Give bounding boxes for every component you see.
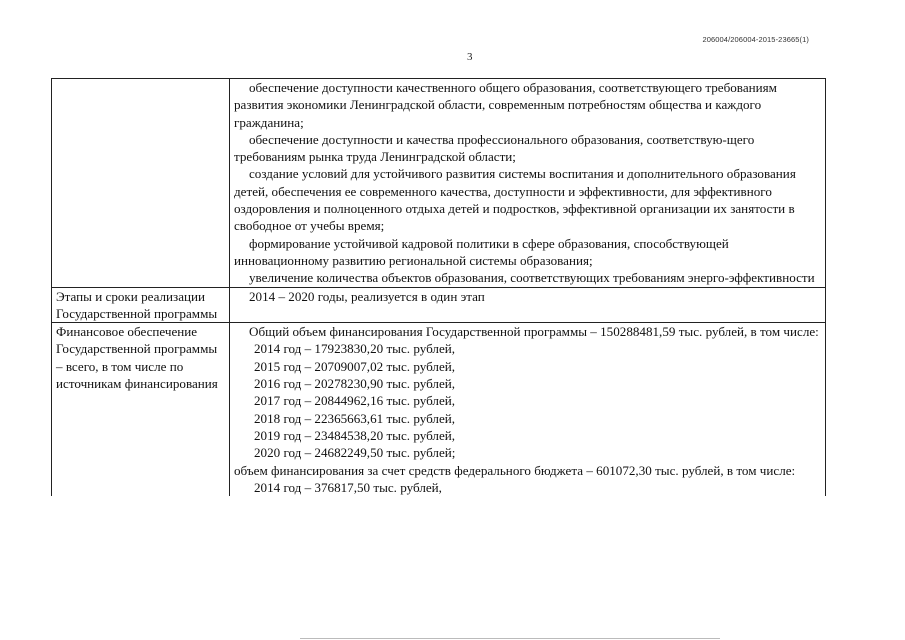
federal-year-2014: 2014 год – 376817,50 тыс. рублей,: [254, 479, 442, 495]
financing-year-2020: 2020 год – 24682249,50 тыс. рублей;: [254, 445, 456, 461]
table-row-goals: [52, 79, 826, 288]
goal-paragraph-2: обеспечение доступности и качества профессионального образования, соответствую-щего требованиям рынка труда Ленинградской области;: [234, 131, 755, 165]
stages-cell: [230, 287, 826, 323]
table-row-financing: [52, 323, 826, 496]
row-label-empty: [52, 79, 230, 288]
table-row-stages: [52, 287, 826, 323]
financing-year-2014: 2014 год – 17923830,20 тыс. рублей,: [254, 341, 456, 357]
financing-year-2019: 2019 год – 23484538,20 тыс. рублей,: [254, 427, 456, 443]
scan-artifact-line: [300, 638, 720, 639]
program-passport-table: [51, 78, 826, 496]
goal-paragraph-4: формирование устойчивой кадровой политики в сфере образования, способствующей инновационному развитию региональной системы образования;: [234, 235, 729, 268]
financing-total: Общий объем финансирования Государственной программы – 150288481,59 тыс. рублей, в том числе:: [249, 324, 819, 340]
financing-year-2017: 2017 год – 20844962,16 тыс. рублей,: [254, 393, 456, 409]
goals-cell: [230, 79, 826, 288]
stages-label: Этапы и сроки реализации Государственной программы: [52, 287, 230, 323]
page-number: 3: [467, 51, 473, 63]
federal-financing: объем финансирования за счет средств федерального бюджета – 601072,30 тыс. рублей, в том числе:: [234, 462, 796, 478]
goal-paragraph-5: увеличение количества объектов образования, соответствующих требованиям энерго-эффективности: [249, 270, 815, 286]
financing-cell: [230, 323, 826, 496]
goal-paragraph-1: обеспечение доступности качественного общего образования, соответствующего требованиям развития экономики Ленинградской области, современным потребностям общества и каждого гражданина;: [234, 80, 777, 130]
financing-year-2015: 2015 год – 20709007,02 тыс. рублей,: [254, 358, 456, 374]
financing-year-2018: 2018 год – 22365663,61 тыс. рублей,: [254, 410, 456, 426]
stages-text: 2014 – 2020 годы, реализуется в один этап: [249, 288, 485, 304]
financing-label: Финансовое обеспечение Государственной программы – всего, в том числе по источникам финансирования: [52, 323, 230, 496]
document-id: 206004/206004-2015-23665(1): [702, 35, 809, 44]
financing-year-2016: 2016 год – 20278230,90 тыс. рублей,: [254, 376, 456, 392]
goal-paragraph-3: создание условий для устойчивого развития системы воспитания и дополнительного образования детей, обеспечения ее современного качества, доступности и эффективности, для эффективного оздоровления и полноценного отдыха детей и подростков, эффективной организации их занятости в свободное от учебы время;: [234, 166, 796, 234]
